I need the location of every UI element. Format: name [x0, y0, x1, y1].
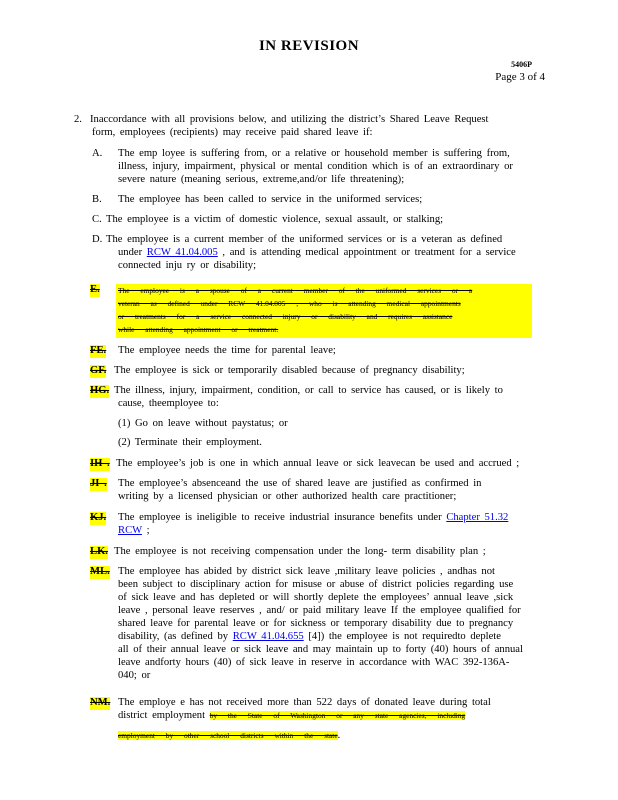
item-a-line-2: illness, injury, impairment, physical or mental condition which is of an extraordinary or [118, 161, 513, 172]
item-m-line-5: shared leave for parental leave or for sickness or temporary disability due to pregnancy [118, 618, 514, 629]
item-m-line-6-post: [4]) the employee is not requiredto deplete [303, 631, 501, 642]
item-m-line-8: leave andforty hours (40) of sick leave in reserve in accordance with WAC 392-136A- [118, 657, 510, 668]
item-h-line-1: The illness, injury, impairment, condition, or call to service has caused, or is likely to [114, 385, 503, 396]
rcw-41-04-655-link[interactable]: RCW 41.04.655 [232, 631, 304, 642]
item-k-line-1 [118, 512, 508, 525]
item-f-line-1: The employee needs the time for parental leave; [118, 345, 336, 356]
item-n-marker: NM. [90, 697, 111, 708]
item-h-line-2: cause, theemployee to: [118, 398, 219, 409]
item-d-under: under [118, 247, 143, 258]
chapter-51-32-link[interactable]: Chapter 51.32 [446, 512, 509, 523]
item-b-line-1: The employee has been called to service in the uniformed services; [118, 194, 423, 205]
item-m-line-4: leave , personal leave reserves , and/ or paid military leave If the employee qualified for [118, 605, 521, 616]
item-d-line-3: connected inju ry or disability; [118, 260, 257, 271]
item-m-line-7: all of their annual leave or sick leave and may maintain up to forty (40) hours of annual [118, 644, 523, 655]
item-a-line-3: severe nature (meaning serious, extreme,and/or life threatening); [118, 174, 405, 185]
item-l-marker: LK. [90, 546, 108, 557]
item-n-line-2 [118, 710, 465, 723]
item-j-line-1: The employee’s absenceand the use of shared leave are justified as confirmed in [118, 478, 482, 489]
item-h-sub-2: (2) Terminate their employment. [118, 437, 262, 448]
item-n-struck-2: employment by other school districts within the state [118, 731, 338, 740]
item-f-marker: FE. [90, 345, 107, 356]
item-n-line-1: The employe e has not received more than 522 days of donated leave during total [118, 697, 491, 708]
item-n-line-3 [118, 725, 340, 743]
item-e-line-1: The employee is a spouse of a current member of the uniformed services or a [118, 286, 473, 295]
item-j-line-2: writing by a licensed physician or other authorized health care practitioner; [118, 491, 457, 502]
page-number: Page 3 of 4 [495, 71, 545, 83]
item-h-marker: HG. [90, 385, 110, 396]
item-m-line-6 [118, 631, 501, 644]
item-l-line-1: The employee is not receiving compensation under the long- term disability plan ; [114, 546, 486, 557]
rcw-41-04-005-link[interactable]: RCW 41.04.005 [146, 247, 218, 258]
item-k-line-2 [118, 525, 150, 538]
item-k-marker: KJ. [90, 512, 107, 523]
intro-number: 2. [74, 114, 82, 125]
item-n-struck-1: by the State of Washington or any state agencies, including [209, 711, 466, 720]
item-c-marker: C. [92, 214, 102, 225]
item-m-line-3: of sick leave and has depleted or will shortly deplete the employees’ annual leave ,sick [118, 592, 514, 603]
item-i-line-1: The employee’s job is one in which annual leave or sick leavecan be used and accrued ; [116, 458, 520, 469]
item-j-marker: JI . [90, 478, 107, 489]
item-g-line-1: The employee is sick or temporarily disabled because of pregnancy disability; [114, 365, 465, 376]
item-c-line-1: The employee is a victim of domestic violence, sexual assault, or stalking; [106, 214, 444, 225]
item-b-marker: B. [92, 194, 102, 205]
item-m-line-2: been subject to disciplinary action for misuse or abuse of district policies regarding use [118, 579, 514, 590]
item-d-line-1: The employee is a current member of the uniformed services or is a veteran as defined [106, 234, 503, 245]
item-n-district-employment: district employment [118, 710, 206, 721]
item-m-line-9: 040; or [118, 670, 151, 681]
item-d-line-2 [118, 247, 516, 260]
policy-code: 5406P [511, 60, 532, 69]
item-e-marker: E. [90, 284, 100, 295]
intro-line-2: form, employees (recipients) may receive paid shared leave if: [92, 127, 373, 138]
item-h-sub-1: (1) Go on leave without paystatus; or [118, 418, 288, 429]
item-i-marker: IH . [90, 458, 110, 469]
item-d-marker: D. [92, 234, 103, 245]
item-e-line-2: veteran as defined under RCW 41.04.005 , who is attending medical appointments [118, 299, 461, 308]
item-d-line-2-rest: , and is attending medical appointment or treatment for a service [217, 247, 516, 258]
item-e-line-3: or treatments for a service connected injury or disability and requires assistance [118, 312, 453, 321]
item-m-line-1: The employee has abided by district sick leave ,military leave policies , andhas not [118, 566, 495, 577]
chapter-51-32-rcw-link[interactable]: RCW [118, 525, 142, 536]
item-a-marker: A. [92, 148, 103, 159]
intro-line-1: Inaccordance with all provisions below, and utilizing the district’s Shared Leave Request [90, 114, 489, 125]
item-m-line-6-pre: disability, (as defined by [118, 631, 229, 642]
page-title: IN REVISION [258, 38, 360, 54]
item-g-marker: GF. [90, 365, 107, 376]
item-k-text: The employee is ineligible to receive industrial insurance benefits under [118, 512, 442, 523]
item-n-line-3-end: . [337, 730, 341, 741]
item-e-line-4: while attending appointment or treatment. [118, 325, 279, 334]
item-k-line-2-rest: ; [141, 525, 150, 536]
item-a-line-1: The emp loyee is suffering from, or a relative or household member is suffering from, [118, 148, 510, 159]
item-m-marker: ML. [90, 566, 110, 577]
